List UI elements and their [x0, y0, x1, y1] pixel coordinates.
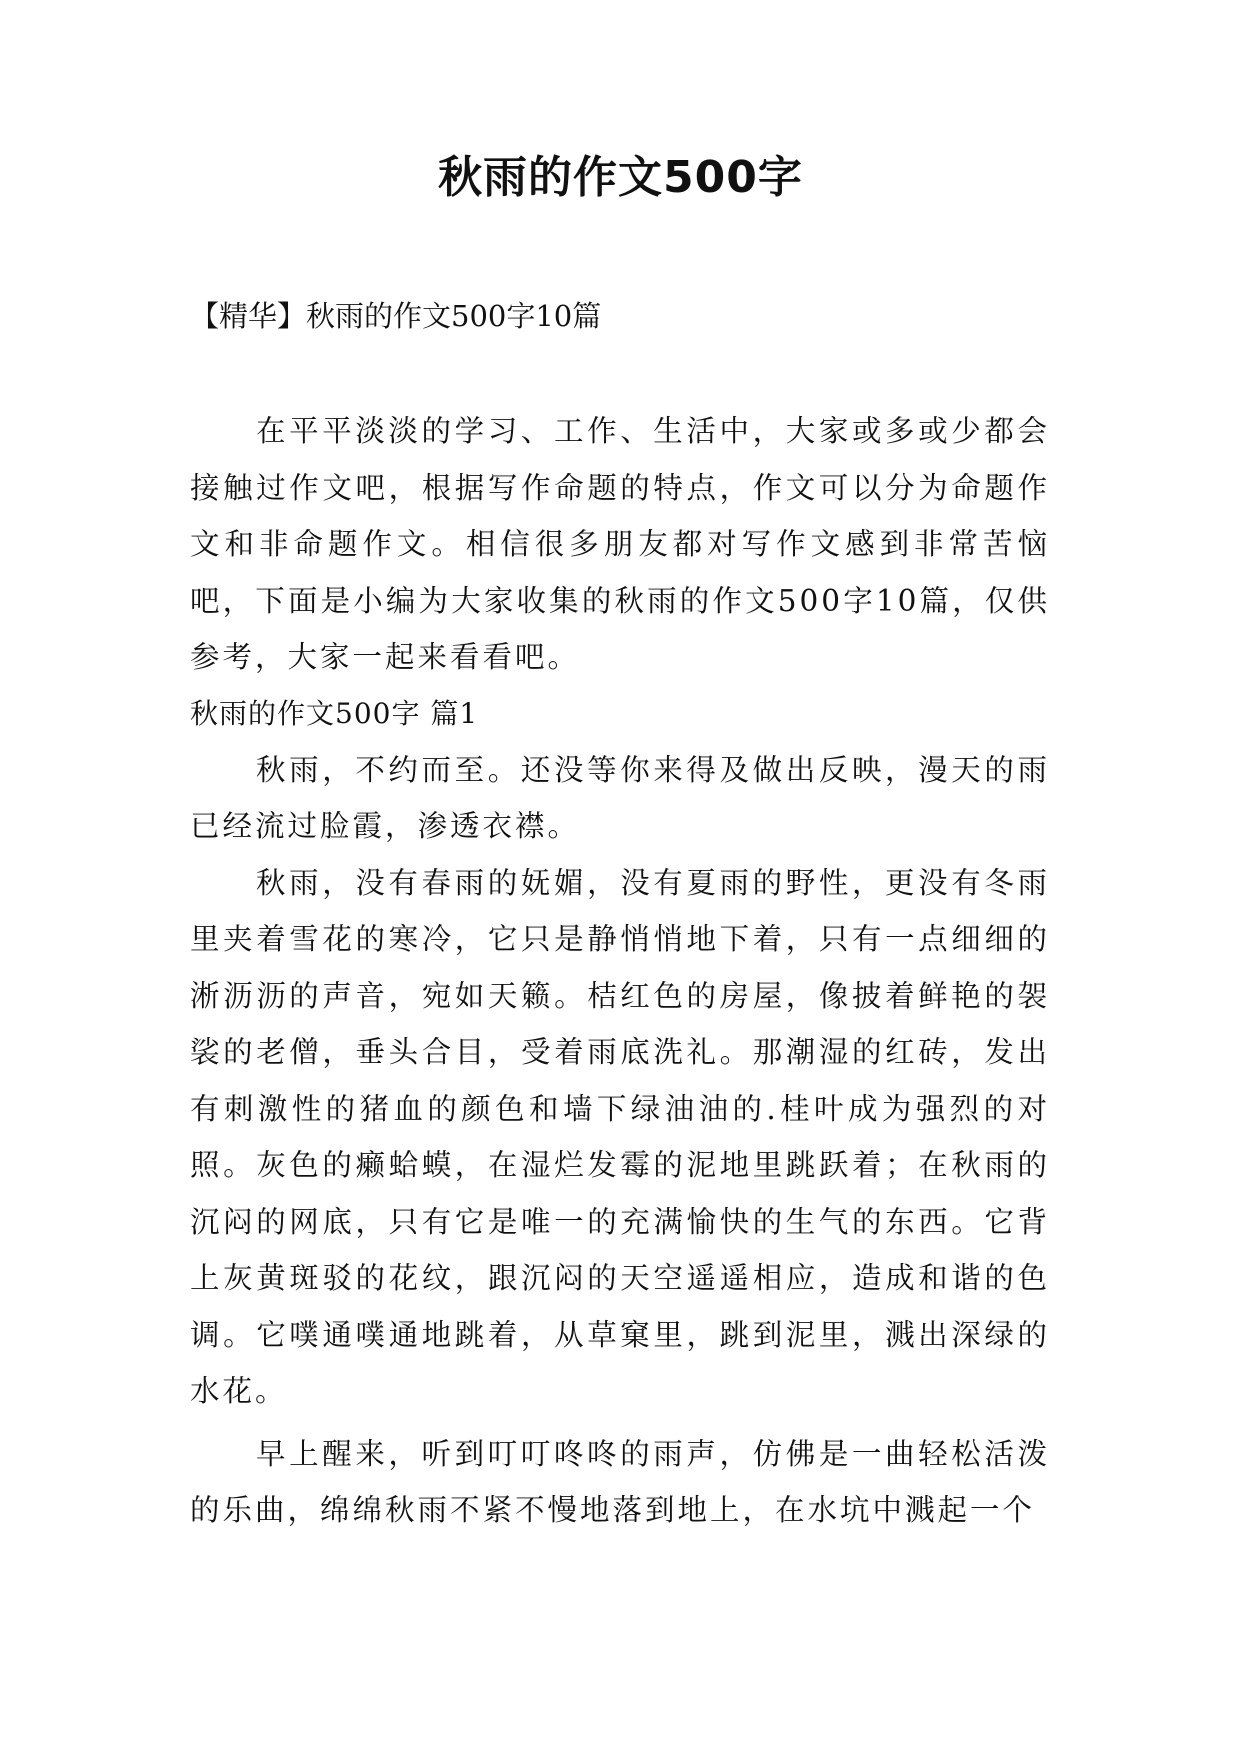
body-paragraph: 秋雨，不约而至。还没等你来得及做出反映，漫天的雨已经流过脸霞，渗透衣襟。: [190, 752, 1050, 843]
intro-paragraph: 在平平淡淡的学习、工作、生活中，大家或多或少都会接触过作文吧，根据写作命题的特点，作文可以分为命题作文和非命题作文。相信很多朋友都对写作文感到非常苦恼吧，下面是小编为大家收集的秋雨的作文500字10篇，仅供参考，大家一起来看看吧。: [190, 414, 1050, 674]
section-heading: 秋雨的作文500字 篇1: [190, 696, 479, 730]
document-subtitle: 【精华】秋雨的作文500字10篇: [190, 299, 602, 333]
body-paragraph: 秋雨，没有春雨的妩媚，没有夏雨的野性，更没有冬雨里夹着雪花的寒冷，它只是静悄悄地下着，只有一点细细的淅沥沥的声音，宛如天籁。桔红色的房屋，像披着鲜艳的袈裟的老僧，垂头合目，受着雨底洗礼。那潮湿的红砖，发出有刺激性的猪血的颜色和墙下绿油油的.桂叶成为强烈的对照。灰色的癞蛤蟆，在湿烂发霉的泥地里跳跃着；在秋雨的沉闷的网底，只有它是唯一的充满愉快的生气的东西。它背上灰黄斑驳的花纹，跟沉闷的天空遥遥相应，造成和谐的色调。它噗通噗通地跳着，从草窠里，跳到泥里，溅出深绿的水花。: [190, 865, 1050, 1408]
document-body: [190, 403, 1050, 1539]
document-title: 秋雨的作文500字: [438, 152, 803, 203]
body-paragraph: 早上醒来，听到叮叮咚咚的雨声，仿佛是一曲轻松活泼的乐曲，绵绵秋雨不紧不慢地落到地上，在水坑中溅起一个: [190, 1436, 1050, 1527]
